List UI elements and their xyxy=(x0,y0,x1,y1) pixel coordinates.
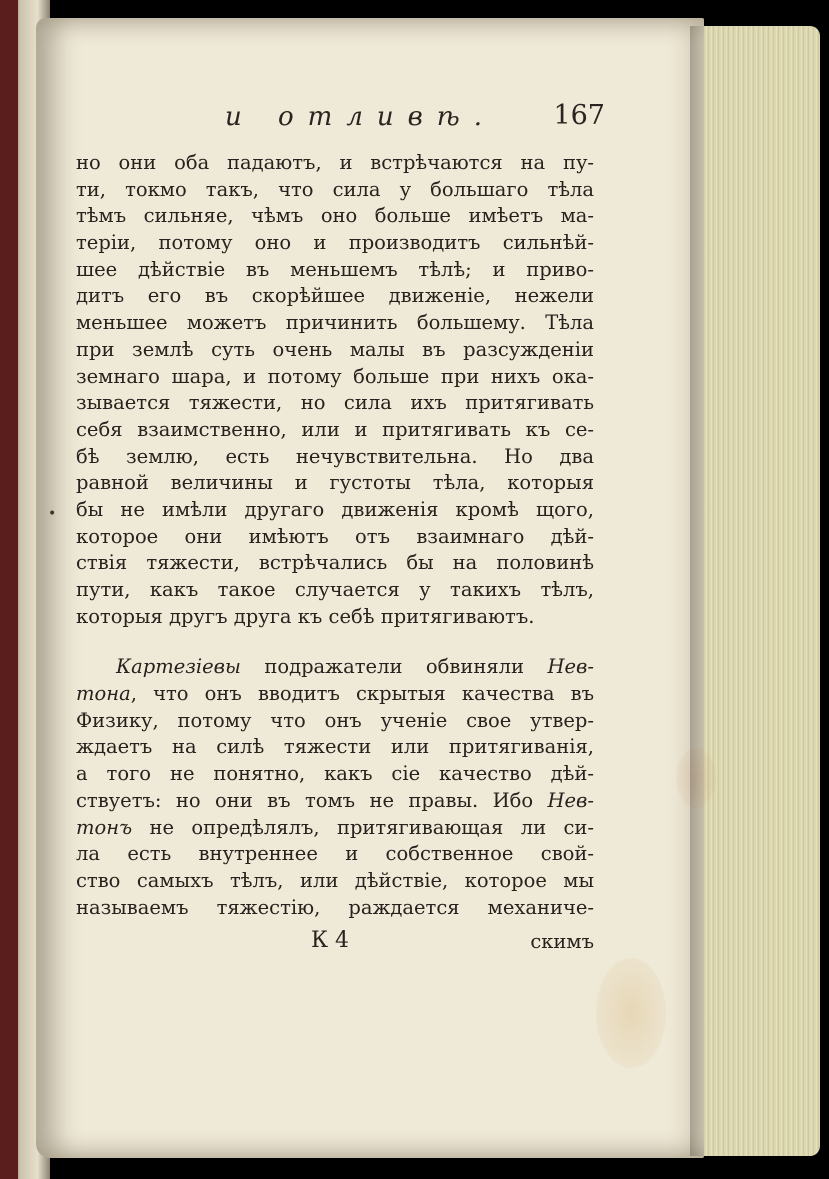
text-line: дитъ его въ скорѣйшее движенiе, нежели xyxy=(76,284,594,308)
text-run: , что онъ вводитъ скрытыя качества въ xyxy=(130,682,594,706)
text-line: ствiя тяжести, встрѣчались бы на половинѣ xyxy=(76,551,594,575)
paper-stain xyxy=(596,958,666,1068)
text-line: меньшее можетъ причинить большему. Тѣла xyxy=(76,311,594,335)
text-run: ствуетъ: но они въ томъ не правы. Ибо xyxy=(76,788,548,812)
text-line xyxy=(76,681,594,708)
text-line: ждаетъ на силѣ тяжести или притягиванiя, xyxy=(76,735,594,759)
paragraph xyxy=(76,654,594,921)
text-line: пути, какъ такое случается у такихъ тѣлъ, xyxy=(76,578,594,601)
proper-name: Нев- xyxy=(547,788,594,812)
text-line: но они оба падаютъ, и встрѣчаются на пу- xyxy=(76,151,594,174)
page-footer xyxy=(76,928,594,958)
signature-mark: К 4 xyxy=(311,928,350,953)
catchword: скимъ xyxy=(530,930,594,953)
text-line: называемъ тяжестiю, раждается механиче- xyxy=(76,895,594,919)
page-block-edges xyxy=(690,26,820,1156)
paragraph-gap xyxy=(76,630,594,654)
text-run: подражатели обвиняли xyxy=(240,655,548,679)
text-line xyxy=(76,815,594,842)
text-line: которое они имѣютъ отъ взаимнаго дѣй- xyxy=(76,524,594,548)
text-line: бы не имѣли другаго движенiя кромѣ щого, xyxy=(76,497,594,521)
text-run: не опредѣлялъ, притягивающая ли си- xyxy=(132,815,594,839)
margin-mark: • xyxy=(48,506,57,522)
text-line: терiи, потому оно и производитъ сильнѣй- xyxy=(76,231,594,255)
text-line xyxy=(76,654,594,681)
proper-name: Нев- xyxy=(547,655,594,679)
text-line: зывается тяжести, но сила ихъ притягивать xyxy=(76,391,594,415)
text-line: шее дѣйствiе въ меньшемъ тѣлѣ; и приво- xyxy=(76,257,594,281)
text-line: ла есть внутреннее и собственное свой- xyxy=(76,842,594,866)
proper-name: тона xyxy=(76,682,131,706)
body-text xyxy=(76,150,594,921)
proper-name: Картезiевы xyxy=(116,655,241,679)
text-line: при землѣ суть очень малы въ разсужденiи xyxy=(76,337,594,361)
gutter-shadow xyxy=(690,26,706,1156)
page-number: 167 xyxy=(553,100,605,131)
text-line: земнаго шара, и потому больше при нихъ ока- xyxy=(76,364,594,388)
text-line: тѣмъ сильняе, чѣмъ оно больше имѣетъ ма- xyxy=(76,204,594,228)
page-header xyxy=(225,100,605,140)
text-line: равной величины и густоты тѣла, которыя xyxy=(76,471,594,495)
text-line xyxy=(76,788,594,815)
proper-name: тонъ xyxy=(76,815,133,839)
text-line: себя взаимственно, или и притягивать къ се- xyxy=(76,417,594,441)
text-line: ство самыхъ тѣлъ, или дѣйствiе, которое мы xyxy=(76,868,594,892)
text-line: Физику, потому что онъ ученiе свое утвер- xyxy=(76,708,594,732)
paragraph xyxy=(76,150,594,630)
book-cover-edge xyxy=(0,0,18,1179)
text-line: бѣ землю, есть нечувствительна. Но два xyxy=(76,444,594,468)
running-head: и отливѣ. xyxy=(225,102,496,132)
text-line: ти, токмо такъ, что сила у большаго тѣла xyxy=(76,177,594,201)
text-line: а того не понятно, какъ сiе качество дѣй- xyxy=(76,762,594,786)
text-line: которыя другъ друга къ себѣ притягиваютъ. xyxy=(76,604,535,628)
